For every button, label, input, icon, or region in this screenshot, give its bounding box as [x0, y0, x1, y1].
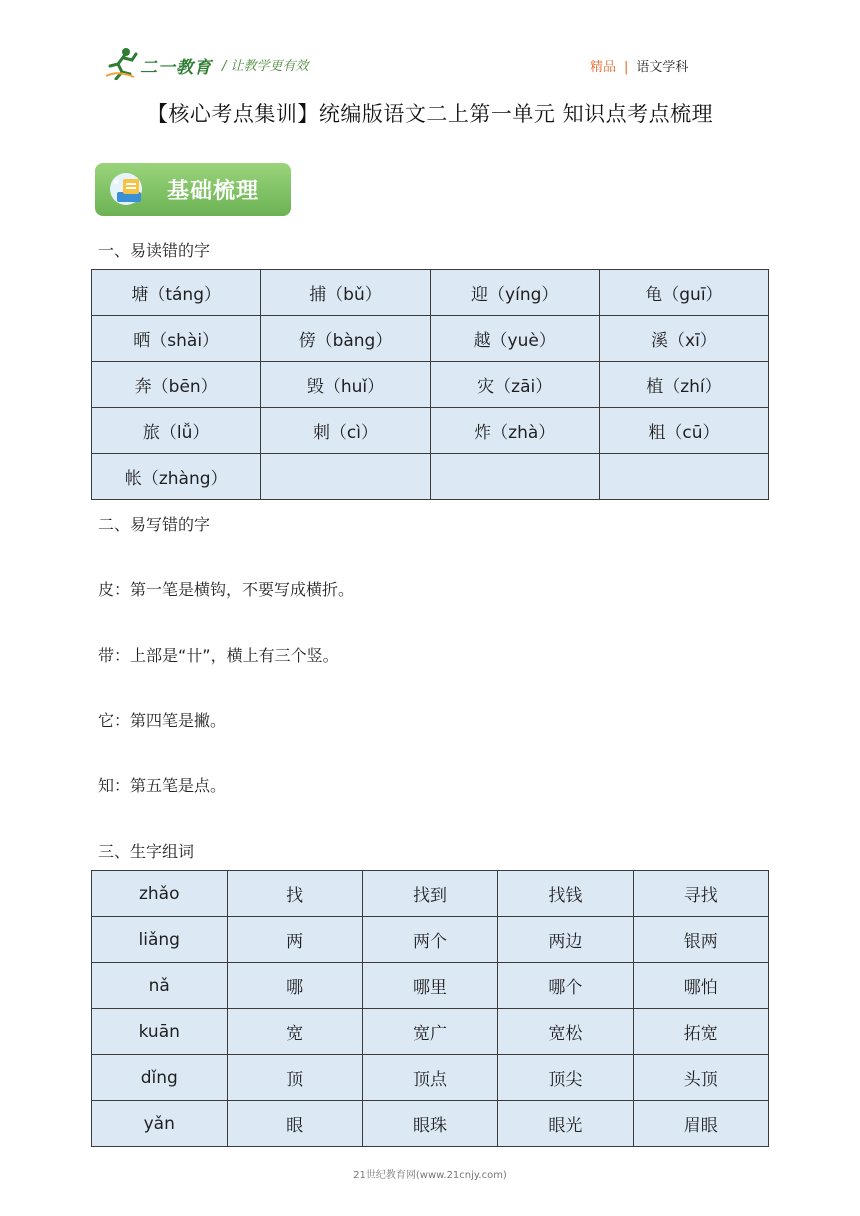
word-cell: 哪里 [362, 963, 497, 1009]
writing-rule: 知：第五笔是点。 [98, 776, 227, 795]
pinyin-cell: dǐng [92, 1055, 228, 1101]
logo-text: 二一教育 [140, 58, 212, 78]
table-row [92, 871, 769, 917]
word-cell: 哪个 [498, 963, 633, 1009]
word-cell: 寻找 [633, 871, 768, 917]
word-cell: 宽松 [498, 1009, 633, 1055]
table-cell: 植（zhí） [599, 362, 768, 408]
word-cell: 眼珠 [362, 1101, 497, 1147]
notebook-icon [109, 172, 147, 206]
word-cell: 拓宽 [633, 1009, 768, 1055]
table-cell: 迎（yíng） [430, 270, 599, 316]
word-cell: 两个 [362, 917, 497, 963]
table-cell: 塘（táng） [92, 270, 261, 316]
word-cell: 两边 [498, 917, 633, 963]
table-row [92, 408, 769, 454]
section-banner [95, 163, 291, 216]
section-heading-misread: 一、易读错的字 [98, 241, 211, 260]
badge-quality: 精品 [590, 60, 617, 75]
table-cell: 晒（shài） [92, 316, 261, 362]
word-cell: 顶点 [362, 1055, 497, 1101]
page-header [0, 0, 860, 90]
character-cell: 找 [227, 871, 362, 917]
word-cell: 找到 [362, 871, 497, 917]
word-cell: 顶尖 [498, 1055, 633, 1101]
character-cell: 哪 [227, 963, 362, 1009]
table-cell [599, 454, 768, 500]
table-cell: 粗（cū） [599, 408, 768, 454]
table-row [92, 1101, 769, 1147]
table-cell: 旅（lǚ） [92, 408, 261, 454]
page-title: 【核心考点集训】统编版语文二上第一单元 知识点考点梳理 [146, 102, 714, 126]
pinyin-cell: zhǎo [92, 871, 228, 917]
word-cell: 头顶 [633, 1055, 768, 1101]
table-cell: 越（yuè） [430, 316, 599, 362]
table-row [92, 963, 769, 1009]
word-building-table [91, 870, 769, 1147]
character-cell: 两 [227, 917, 362, 963]
banner-label: 基础梳理 [167, 179, 260, 204]
pinyin-cell: liǎng [92, 917, 228, 963]
badge-separator: | [624, 60, 629, 75]
word-cell: 眼光 [498, 1101, 633, 1147]
table-row [92, 1009, 769, 1055]
table-cell: 毁（huǐ） [261, 362, 430, 408]
table-row [92, 362, 769, 408]
word-cell: 找钱 [498, 871, 633, 917]
writing-rule: 皮：第一笔是横钩，不要写成横折。 [98, 580, 355, 599]
table-cell: 奔（bēn） [92, 362, 261, 408]
badge-subject: 语文学科 [636, 60, 689, 75]
table-row [92, 454, 769, 500]
table-row [92, 917, 769, 963]
pinyin-cell: yǎn [92, 1101, 228, 1147]
word-cell: 眉眼 [633, 1101, 768, 1147]
page-footer: 21世纪教育网(www.21cnjy.com) [353, 1170, 507, 1181]
word-cell: 哪怕 [633, 963, 768, 1009]
table-cell: 刺（cì） [261, 408, 430, 454]
word-cell: 宽广 [362, 1009, 497, 1055]
character-cell: 眼 [227, 1101, 362, 1147]
slogan: / 让教学更有效 [222, 59, 309, 74]
table-row [92, 270, 769, 316]
table-row [92, 1055, 769, 1101]
writing-rule: 带：上部是“卄”，横上有三个竖。 [98, 646, 339, 665]
table-cell [261, 454, 430, 500]
table-cell: 炸（zhà） [430, 408, 599, 454]
character-cell: 顶 [227, 1055, 362, 1101]
section-heading-word-building: 三、生字组词 [98, 842, 195, 861]
word-cell: 银两 [633, 917, 768, 963]
table-cell: 溪（xī） [599, 316, 768, 362]
table-row [92, 316, 769, 362]
pinyin-cell: nǎ [92, 963, 228, 1009]
table-cell: 龟（guī） [599, 270, 768, 316]
table-cell: 灾（zāi） [430, 362, 599, 408]
table-cell: 傍（bàng） [261, 316, 430, 362]
table-cell [430, 454, 599, 500]
character-cell: 宽 [227, 1009, 362, 1055]
writing-rule: 它：第四笔是撇。 [98, 711, 227, 730]
subject-badge [590, 56, 688, 75]
pinyin-cell: kuān [92, 1009, 228, 1055]
section-heading-miswritten: 二、易写错的字 [98, 515, 211, 534]
brand-logo [104, 46, 214, 80]
table-cell: 帐（zhàng） [92, 454, 261, 500]
misread-characters-table [91, 269, 769, 500]
table-cell: 捕（bǔ） [261, 270, 430, 316]
